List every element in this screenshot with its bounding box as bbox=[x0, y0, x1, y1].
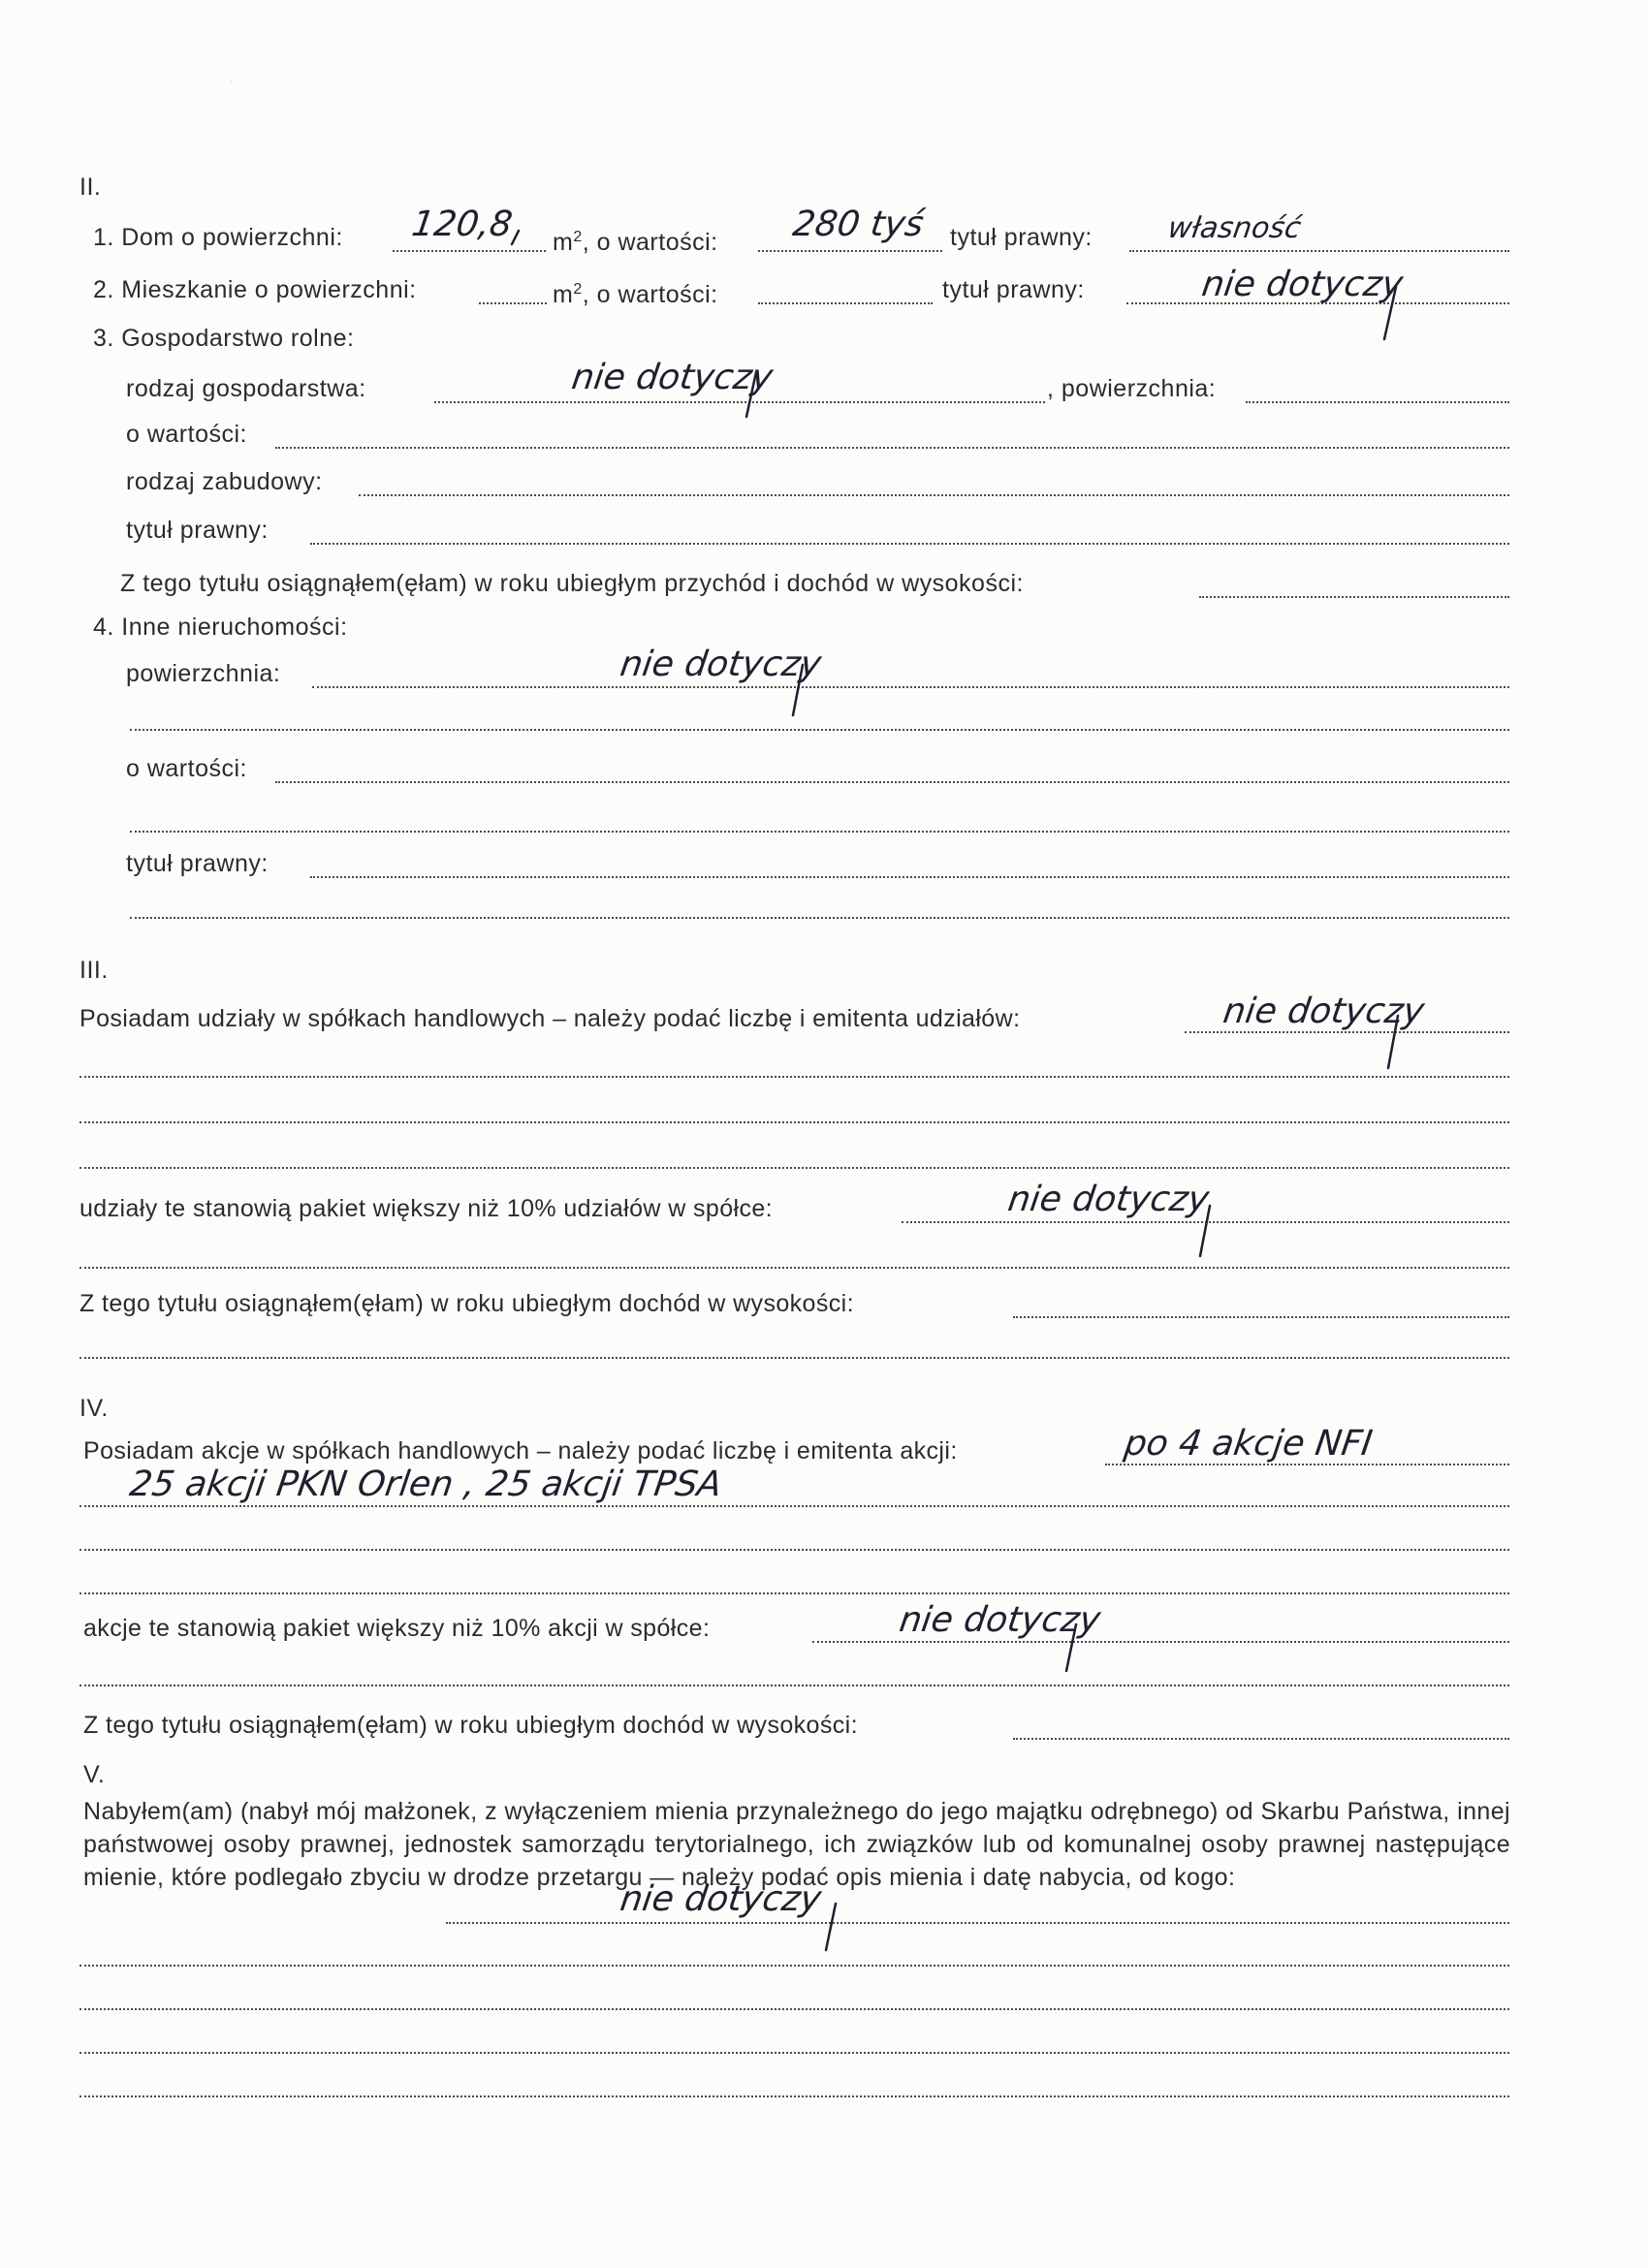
dom-area-field[interactable] bbox=[393, 250, 546, 252]
inne-tytul-field-2[interactable] bbox=[130, 917, 1509, 919]
gospodarstwo-powierzchnia-field[interactable] bbox=[1246, 401, 1509, 403]
inne-powierzchnia-field[interactable] bbox=[312, 686, 1509, 688]
dom-value-field[interactable] bbox=[758, 250, 942, 252]
akcje-pakiet-value: nie dotyczy bbox=[897, 1600, 1103, 1640]
section-iii-heading: III. bbox=[79, 957, 109, 984]
udzialy-label: Posiadam udziały w spółkach handlowych – należy podać liczbę i emitenta udziałów: bbox=[79, 1005, 1021, 1032]
dom-area-unit: $m^2$, o wartości: bbox=[553, 229, 718, 256]
dom-title-field[interactable] bbox=[1129, 250, 1509, 252]
dom-title-label: tytuł prawny: bbox=[950, 224, 1093, 251]
akcje-value-line1: po 4 akcje NFI bbox=[1122, 1424, 1376, 1464]
gospodarstwo-wartosc-label: o wartości: bbox=[126, 421, 247, 448]
akcje-dochod-label: Z tego tytułu osiągnąłem(ęłam) w roku ubiegłym dochód w wysokości: bbox=[83, 1712, 858, 1739]
gospodarstwo-tytul-field[interactable] bbox=[310, 543, 1509, 545]
akcje-field-4[interactable] bbox=[79, 1592, 1509, 1594]
inne-wartosc-field[interactable] bbox=[275, 781, 1509, 783]
udzialy-value: nie dotyczy bbox=[1220, 992, 1427, 1031]
inne-powierzchnia-label: powierzchnia: bbox=[126, 660, 281, 687]
udzialy-pakiet-field[interactable] bbox=[902, 1221, 1509, 1223]
akcje-field[interactable] bbox=[1105, 1464, 1509, 1465]
akcje-field-2[interactable] bbox=[79, 1505, 1509, 1507]
mienie-field-3[interactable] bbox=[79, 2008, 1509, 2010]
section-ii-heading: II. bbox=[79, 173, 102, 201]
akcje-value-line2: 25 akcji PKN Orlen , 25 akcji TPSA bbox=[127, 1465, 725, 1504]
section-v-heading: V. bbox=[83, 1761, 106, 1788]
stroke-dom-comma bbox=[512, 231, 519, 244]
gospodarstwo-tytul-label: tytuł prawny: bbox=[126, 517, 269, 544]
udzialy-pakiet-value: nie dotyczy bbox=[1005, 1180, 1212, 1219]
udzialy-pakiet-label: udziały te stanowią pakiet większy niż 10% udziałów w spółce: bbox=[79, 1195, 774, 1222]
inne-wartosc-field-2[interactable] bbox=[130, 831, 1509, 833]
akcje-pakiet-label: akcje te stanowią pakiet większy niż 10% akcji w spółce: bbox=[83, 1615, 711, 1642]
mienie-field-5[interactable] bbox=[79, 2095, 1509, 2097]
powierzchnia-label: , powierzchnia: bbox=[1047, 375, 1217, 402]
inne-wartosc-label: o wartości: bbox=[126, 755, 247, 782]
akcje-dochod-field[interactable] bbox=[1013, 1738, 1509, 1740]
udzialy-dochod-label: Z tego tytułu osiągnąłem(ęłam) w roku ubiegłym dochód w wysokości: bbox=[79, 1290, 854, 1317]
gospodarstwo-dochod-label: Z tego tytułu osiągnąłem(ęłam) w roku ubiegłym przychód i dochód w wysokości: bbox=[120, 570, 1024, 597]
gospodarstwo-dochod-field[interactable] bbox=[1199, 596, 1509, 598]
rodzaj-gospodarstwa-field[interactable] bbox=[434, 401, 1045, 403]
udzialy-dochod-field-2[interactable] bbox=[79, 1357, 1509, 1359]
inne-powierzchnia-value: nie dotyczy bbox=[618, 645, 824, 684]
dom-title-value: własność bbox=[1165, 211, 1304, 245]
inne-tytul-field[interactable] bbox=[310, 876, 1509, 878]
section-iv-heading: IV. bbox=[79, 1395, 109, 1422]
udzialy-pakiet-field-2[interactable] bbox=[79, 1267, 1509, 1269]
udzialy-dochod-field[interactable] bbox=[1013, 1316, 1509, 1318]
stroke-mienie bbox=[826, 1904, 836, 1950]
rodzaj-gospodarstwa-label: rodzaj gospodarstwa: bbox=[126, 375, 366, 402]
section-v-paragraph: Nabyłem(am) (nabył mój małżonek, z wyłączeniem mienia przynależnego do jego majątku odrębnego) od Skarbu Państwa, innej państwowej osoby prawnej, jednostek samorządu terytorialnego, ich związków lub od komunalnej osoby prawnej następujące mienie, które podlegało zbyciu w drodze przetargu — należy podać opis mienia i datę nabycia, od kogo: bbox=[83, 1798, 1510, 1891]
udzialy-field[interactable] bbox=[1185, 1031, 1509, 1033]
gospodarstwo-label: 3. Gospodarstwo rolne: bbox=[93, 325, 355, 352]
gospodarstwo-wartosc-field[interactable] bbox=[275, 447, 1509, 449]
inne-tytul-label: tytuł prawny: bbox=[126, 850, 269, 877]
dom-label: 1. Dom o powierzchni: bbox=[93, 224, 343, 251]
zabudowa-field[interactable] bbox=[359, 494, 1509, 496]
mienie-field[interactable] bbox=[446, 1922, 1509, 1924]
zabudowa-label: rodzaj zabudowy: bbox=[126, 468, 323, 495]
udzialy-field-2[interactable] bbox=[79, 1076, 1509, 1078]
akcje-pakiet-field-2[interactable] bbox=[79, 1685, 1509, 1686]
mienie-value: nie dotyczy bbox=[618, 1879, 824, 1919]
inne-powierzchnia-field-2[interactable] bbox=[130, 729, 1509, 731]
akcje-label: Posiadam akcje w spółkach handlowych – należy podać liczbę i emitenta akcji: bbox=[83, 1437, 958, 1465]
dom-area-value: 120,8 bbox=[409, 205, 516, 244]
bleed-through-text: · bbox=[228, 68, 236, 92]
udzialy-field-4[interactable] bbox=[79, 1167, 1509, 1169]
mieszkanie-value-field[interactable] bbox=[758, 302, 933, 304]
mieszkanie-area-unit: $m^2$, o wartości: bbox=[553, 281, 718, 308]
akcje-pakiet-field[interactable] bbox=[812, 1641, 1509, 1643]
mieszkanie-area-field[interactable] bbox=[479, 302, 547, 304]
mieszkanie-title-label: tytuł prawny: bbox=[942, 276, 1085, 303]
rodzaj-gospodarstwa-value: nie dotyczy bbox=[569, 358, 776, 397]
mieszkanie-label: 2. Mieszkanie o powierzchni: bbox=[93, 276, 417, 303]
akcje-field-3[interactable] bbox=[79, 1549, 1509, 1551]
mienie-field-4[interactable] bbox=[79, 2052, 1509, 2054]
inne-label: 4. Inne nieruchomości: bbox=[93, 614, 348, 641]
mienie-field-2[interactable] bbox=[79, 1965, 1509, 1967]
mieszkanie-title-value: nie dotyczy bbox=[1199, 265, 1406, 304]
udzialy-field-3[interactable] bbox=[79, 1121, 1509, 1123]
dom-value-value: 280 tyś bbox=[790, 205, 927, 244]
